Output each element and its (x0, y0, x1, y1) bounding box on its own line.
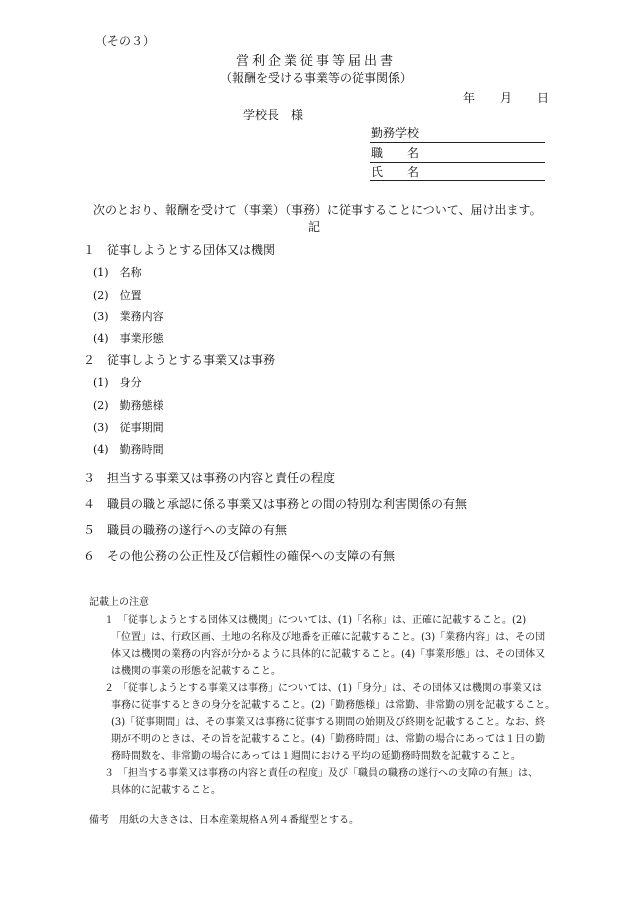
note-2-line-2: 事務に従事するときの身分を記載すること。(2)「勤務態様」は常勤、非常勤の別を記載すること。 (111, 700, 556, 711)
section-4-label: ４ 職員の職と承認に係る事業又は事務との間の特別な利害関係の有無 (83, 497, 468, 511)
position-label: 職 名 (371, 146, 420, 160)
note-2-line-1: 「従事しようとする事業又は事務」については、(1)「身分」は、その団体又は機関の事業又は (118, 683, 542, 694)
position-field[interactable] (370, 162, 545, 163)
date-day-label: 日 (537, 91, 550, 105)
note-1-line-4: は機関の事業の形態を記載すること。 (111, 666, 281, 677)
ki-heading: 記 (308, 220, 321, 234)
date-month-label: 月 (500, 91, 513, 105)
note-3-line-1: 「担当する事業又は事務の内容と責任の程度」及び「職員の職務の遂行への支障の有無」は、 (118, 768, 538, 779)
date-year-label: 年 (463, 91, 476, 105)
note-3-line-2: 具体的に記載すること。 (111, 785, 221, 796)
notes-title: 記載上の注意 (89, 597, 149, 608)
section-1-item-1: (1) 名称 (93, 266, 142, 279)
remarks: 備考 用紙の大きさは、日本産業規格Ａ列４番縦型とする。 (89, 815, 359, 826)
addressee: 学校長 様 (243, 108, 304, 122)
document-subtitle: （報酬を受ける事業等の従事関係） (220, 71, 413, 85)
section-1-item-2: (2) 位置 (93, 289, 142, 302)
note-2-line-4: 期が不明のときは、その旨を記載すること。(4)「勤務時間」は、常勤の場合にあっては１日の勤 (111, 734, 546, 745)
name-label: 氏 名 (371, 165, 420, 179)
school-label: 勤務学校 (371, 126, 420, 140)
school-field[interactable] (370, 142, 545, 143)
section-2-label: ２ 従事しようとする事業又は事務 (83, 353, 276, 367)
note-1-line-3: 体又は機関の業務の内容が分かるように具体的に記載すること。(4)「事業形態」は、その団体又 (111, 649, 546, 660)
form-number-label: （その３） (95, 34, 156, 48)
section-2-item-3: (3) 従事期間 (93, 421, 164, 434)
note-1-line-1: 「従事しようとする団体又は機関」については、(1)「名称」は、正確に記載すること。(2) (118, 615, 527, 626)
name-field[interactable] (370, 180, 545, 181)
section-1-item-4: (4) 事業形態 (93, 332, 164, 345)
note-2-line-5: 務時間数を、非常勤の場合にあっては１週間における平均の延勤務時間数を記載すること。 (111, 751, 521, 762)
section-2-item-4: (4) 勤務時間 (93, 443, 164, 456)
section-6-label: ６ その他公務の公正性及び信頼性の確保への支障の有無 (83, 549, 396, 563)
note-2-line-3: (3)「従事期間」は、その事業又は事務に従事する期間の始期及び終期を記載すること。なお、終 (111, 717, 546, 728)
intro-text: 次のとおり、報酬を受けて（事業）（事務）に従事することについて、届け出ます。 (93, 203, 542, 217)
note-2-number: ２ (104, 683, 114, 694)
section-2-item-1: (1) 身分 (93, 376, 142, 389)
section-5-label: ５ 職員の職務の遂行への支障の有無 (83, 523, 288, 537)
section-1-label: １ 従事しようとする団体又は機関 (83, 243, 276, 257)
note-1-number: １ (104, 615, 114, 626)
note-1-line-2: 「位置」は、行政区画、土地の名称及び地番を正確に記載すること。(3)「業務内容」は、その団 (111, 632, 546, 643)
note-3-number: ３ (104, 768, 114, 779)
section-1-item-3: (3) 業務内容 (93, 310, 164, 323)
document-title: 営利企業従事等届出書 (236, 54, 397, 69)
section-2-item-2: (2) 勤務態様 (93, 399, 164, 412)
section-3-label: ３ 担当する事業又は事務の内容と責任の程度 (83, 471, 336, 485)
